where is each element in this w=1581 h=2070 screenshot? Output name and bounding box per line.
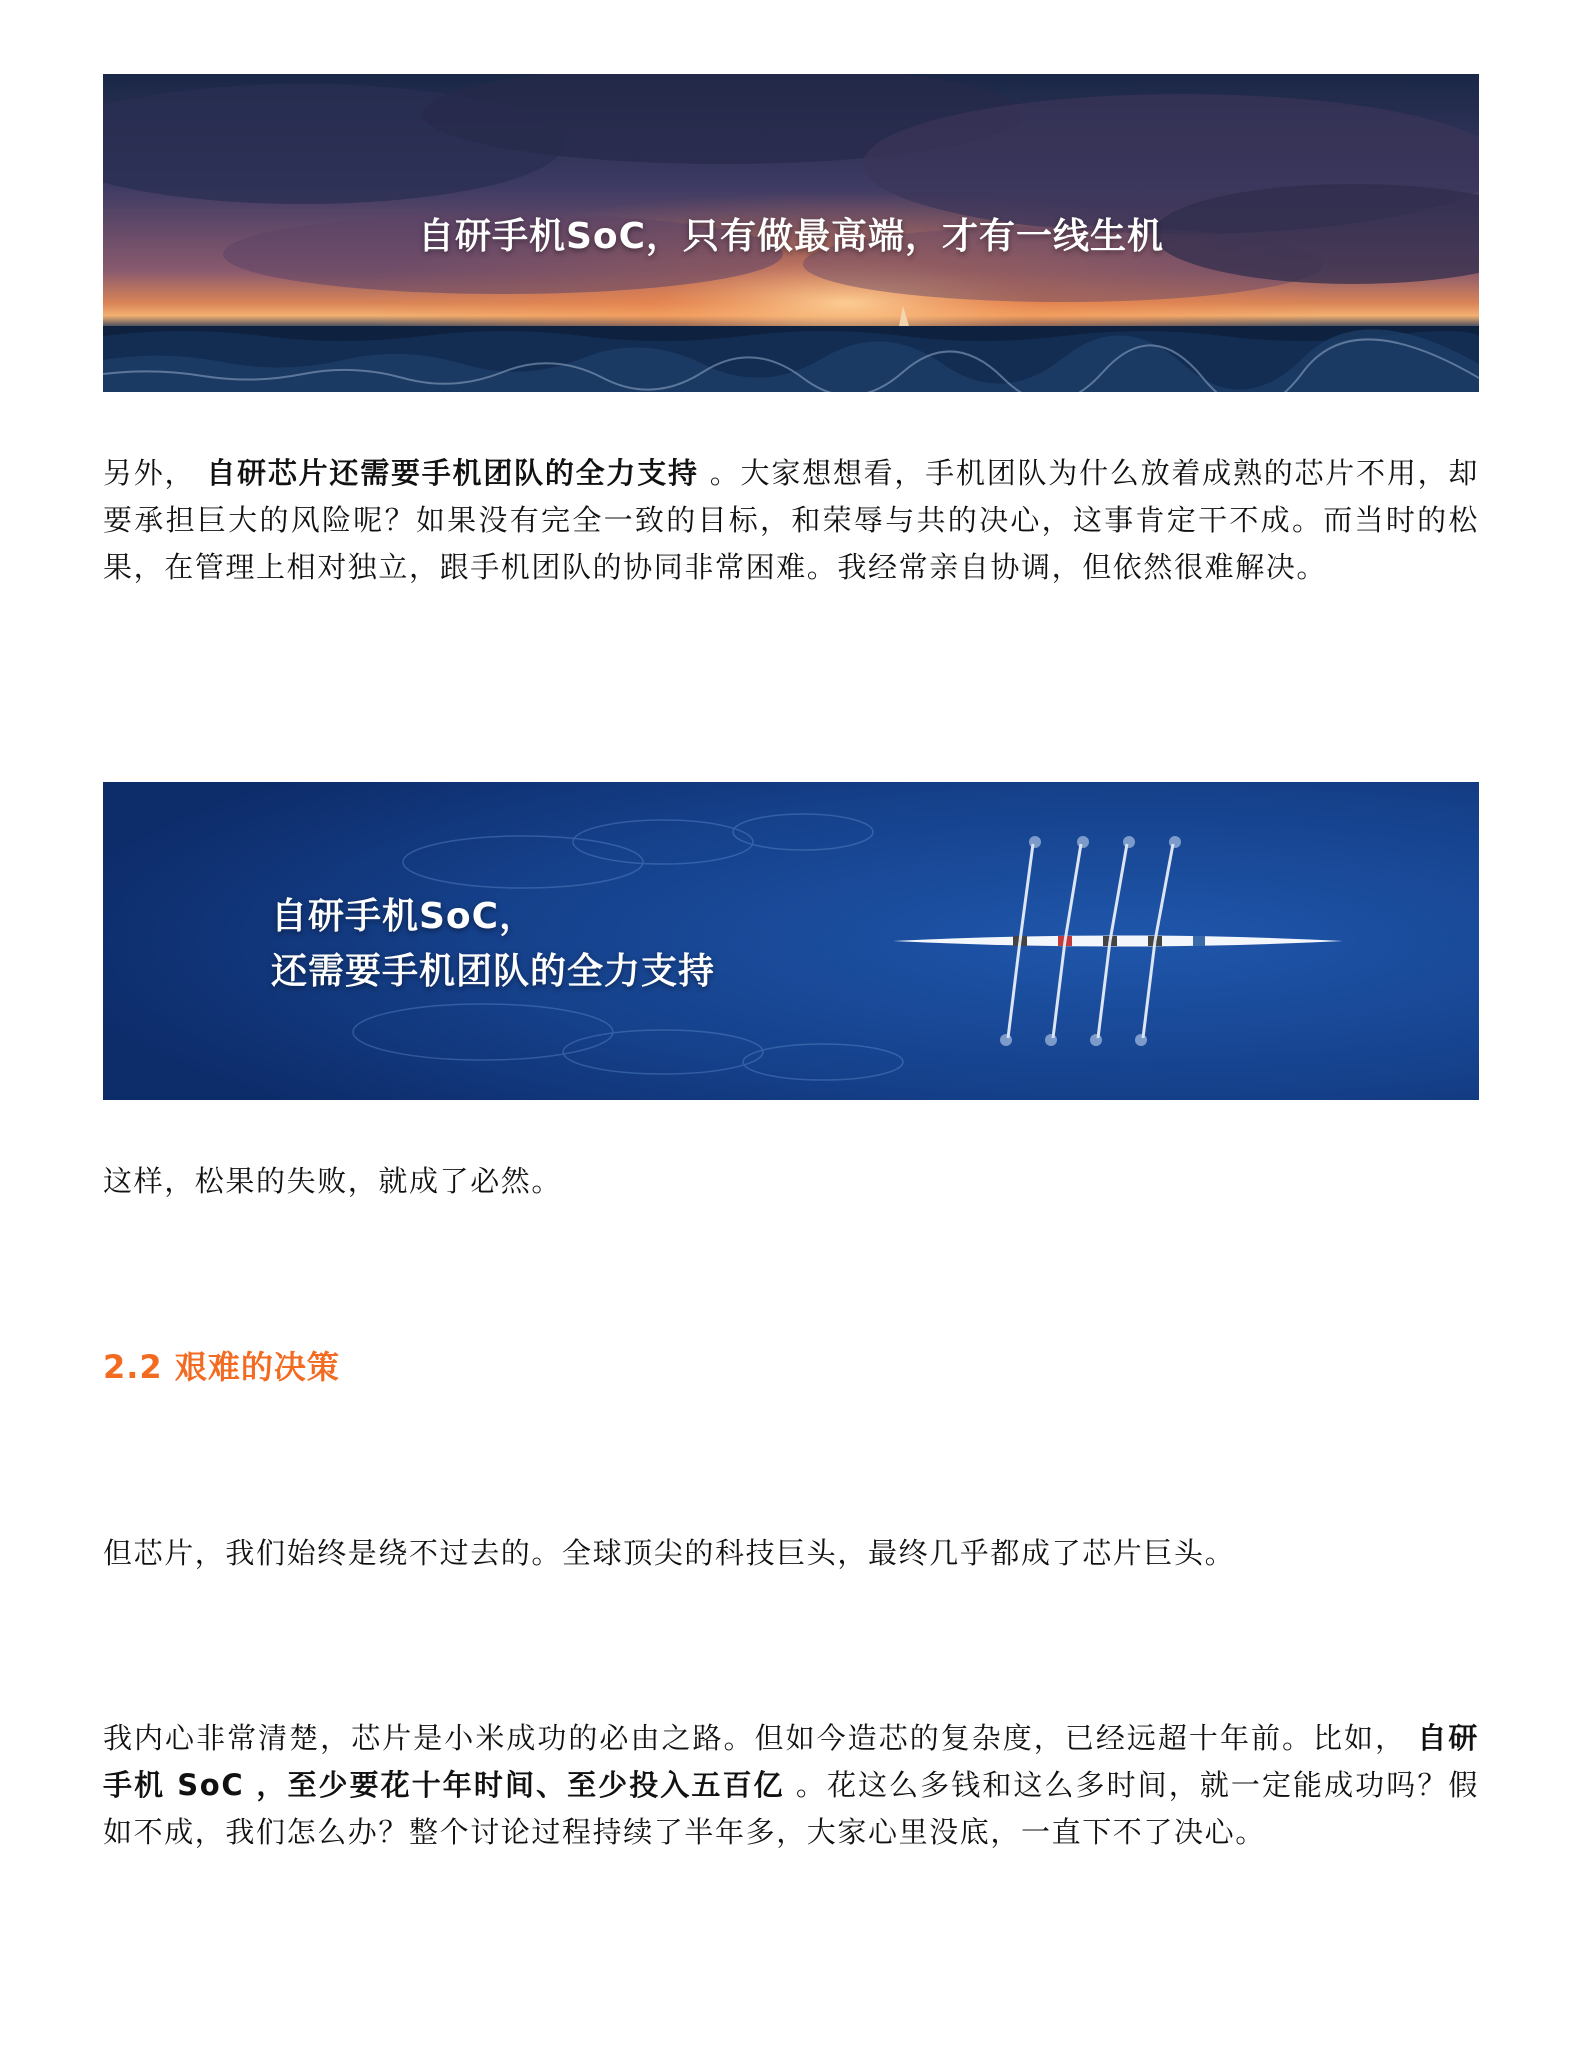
paragraph <box>103 1530 1479 1577</box>
paragraph <box>103 1715 1479 1856</box>
section-heading: 2.2 艰难的决策 <box>103 1348 340 1386</box>
paragraph-bold-text: 自研芯片还需要手机团队的全力支持 <box>206 456 699 490</box>
banner-caption-line2: 还需要手机团队的全力支持 <box>271 951 716 992</box>
paragraph <box>103 450 1479 591</box>
paragraph <box>103 1158 1479 1205</box>
paragraph-text: 。大家想想看，手机团队为什么放着成熟的芯片不用，却要承担巨大的风险呢？如果没有完全一致的目标，和荣辱与共的决心，这事肯定干不成。而当时的松果，在管理上相对独立，跟手机团队的协同非常困难。我经常亲自协调，但依然很难解决。 <box>103 456 1479 584</box>
banner-caption-line1: 自研手机SoC， <box>271 896 537 937</box>
paragraph-bold-text: 自研手机 SoC ，至少要花十年时间、至少投入五百亿 <box>103 1721 1479 1802</box>
banner-image-rowing <box>103 782 1479 1100</box>
banner-image-sunset <box>103 74 1479 392</box>
paragraph-text: 但芯片，我们始终是绕不过去的。全球顶尖的科技巨头，最终几乎都成了芯片巨头。 <box>103 1536 1236 1570</box>
paragraph-text: 我内心非常清楚，芯片是小米成功的必由之路。但如今造芯的复杂度，已经远超十年前。比如， <box>103 1721 1418 1755</box>
banner-caption: 自研手机SoC，只有做最高端，才有一线生机 <box>417 216 1165 257</box>
paragraph-text: 这样，松果的失败，就成了必然。 <box>103 1164 563 1198</box>
paragraph-text: 另外， <box>103 456 207 490</box>
paragraph-text: 。花这么多钱和这么多时间，就一定能成功吗？假如不成，我们怎么办？整个讨论过程持续了半年多，大家心里没底，一直下不了决心。 <box>103 1768 1479 1849</box>
